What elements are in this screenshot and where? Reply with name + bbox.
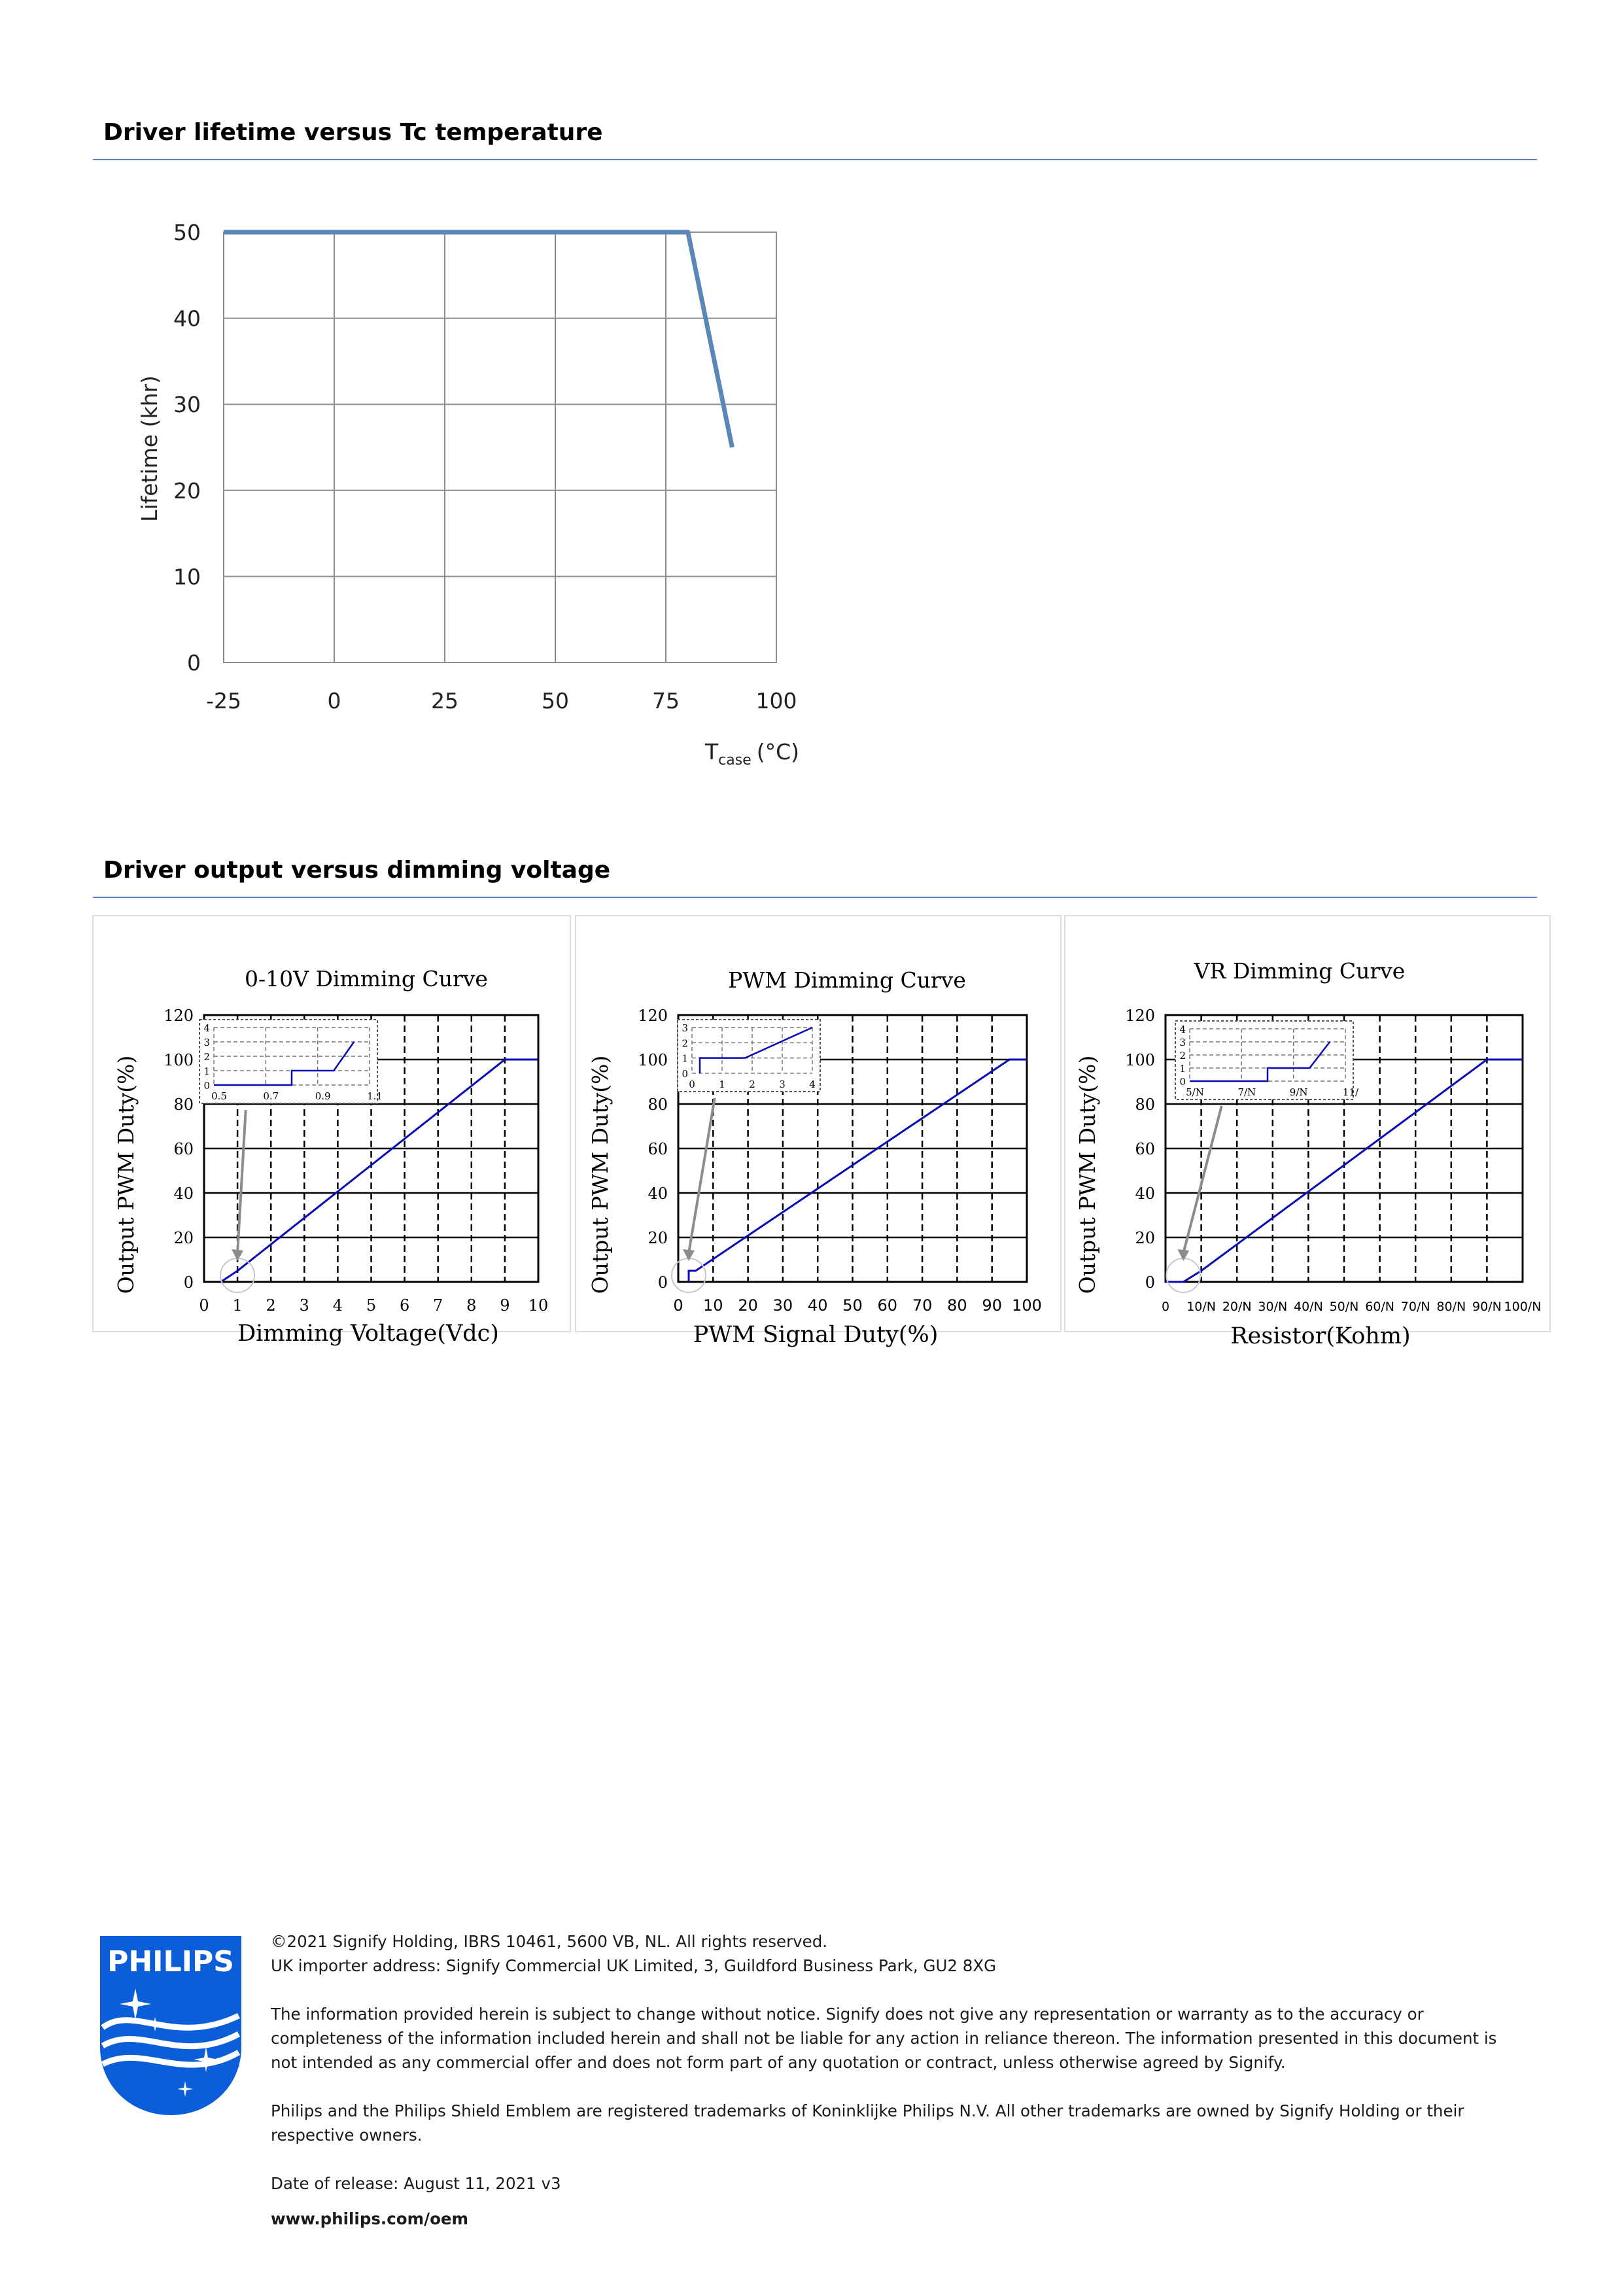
x-tick-label: 20 — [738, 1296, 758, 1315]
x-tick-label: 30 — [772, 1296, 793, 1315]
inset-y-tick-label: 2 — [682, 1037, 688, 1050]
y-tick-label: 80 — [1135, 1096, 1155, 1114]
x-tick-label: 70 — [912, 1296, 933, 1315]
inset-y-tick-label: 0 — [682, 1068, 688, 1080]
x-tick-label: 3 — [299, 1296, 309, 1315]
inset-y-tick-label: 3 — [203, 1037, 210, 1048]
x-tick-label: 70/N — [1400, 1300, 1430, 1314]
x-tick-label: 75 — [652, 688, 680, 714]
footer-disclaimer-text: The information provided herein is subject to change without notice. Signify does not give any representation or warranty as to the accuracy or completeness of the information included herein and shall not be liable for any action in reliance thereon. The information presented in this document is not intended as any commercial offer and does not form part of any quotation or contract, unless otherwise agreed by Signify. — [271, 2005, 1497, 2072]
y-tick-label: 20 — [648, 1229, 668, 1247]
y-tick-label: 40 — [173, 305, 201, 332]
lifetime-series-line — [224, 232, 732, 447]
footer-importer: UK importer address: Signify Commercial UK Limited, 3, Guildford Business Park, GU2 8XG — [271, 1956, 997, 1975]
inset-y-tick-label: 2 — [1179, 1050, 1186, 1061]
inset-y-tick-label: 1 — [1179, 1063, 1186, 1075]
inset-y-tick-label: 3 — [1179, 1037, 1186, 1048]
inset-x-tick-label: 0.7 — [263, 1090, 279, 1102]
dimming-chart — [576, 916, 1061, 1348]
y-tick-label: 40 — [648, 1184, 668, 1203]
inset-x-tick-label: 2 — [749, 1078, 755, 1090]
inset-x-tick-label: 0.5 — [211, 1090, 227, 1102]
plot-area — [224, 232, 776, 663]
inset-zoom — [1175, 1021, 1359, 1099]
y-axis-label: Output PWM Duty(%) — [587, 1055, 613, 1294]
x-tick-label: 0 — [327, 688, 341, 714]
x-tick-label: 100/N — [1504, 1300, 1542, 1314]
inset-x-tick-label: 3 — [779, 1078, 786, 1090]
x-tick-label: 90 — [982, 1296, 1002, 1315]
chart-title: PWM Dimming Curve — [728, 967, 966, 993]
inset-x-tick-label: 0.9 — [315, 1090, 331, 1102]
y-axis-label: Lifetime (khr) — [137, 375, 162, 522]
x-tick-label: 50/N — [1329, 1300, 1359, 1314]
x-tick-label: 0 — [199, 1296, 209, 1315]
y-tick-label: 30 — [173, 392, 201, 418]
inset-zoom — [678, 1020, 820, 1092]
footer-release — [271, 2171, 1513, 2196]
y-axis-label: Output PWM Duty(%) — [1075, 1055, 1100, 1294]
inset-y-tick-label: 0 — [203, 1080, 210, 1092]
x-tick-label: -25 — [206, 688, 241, 714]
x-tick-label: 40/N — [1294, 1300, 1323, 1314]
y-tick-label: 120 — [164, 1007, 194, 1025]
x-tick-label: 0 — [1161, 1300, 1170, 1314]
inset-y-tick-label: 2 — [203, 1051, 210, 1063]
x-tick-label: 80 — [947, 1296, 967, 1315]
section-title-dimming: Driver output versus dimming voltage — [103, 857, 611, 884]
inset-x-tick-label: 7/N — [1237, 1086, 1256, 1098]
dimming-charts — [0, 916, 1624, 1373]
inset-y-tick-label: 1 — [682, 1052, 688, 1065]
y-tick-label: 60 — [1135, 1140, 1155, 1158]
x-tick-label: 40 — [807, 1296, 828, 1315]
y-tick-label: 20 — [173, 1229, 194, 1247]
x-tick-label: 100 — [755, 688, 797, 714]
y-tick-label: 20 — [173, 477, 201, 504]
y-tick-label: 0 — [657, 1273, 668, 1292]
y-tick-label: 0 — [187, 650, 201, 676]
x-tick-label: 50 — [542, 688, 569, 714]
inset-y-tick-label: 1 — [203, 1065, 210, 1077]
inset-x-tick-label: 9/N — [1289, 1086, 1308, 1098]
y-tick-label: 50 — [173, 220, 201, 245]
inset-x-tick-label: 5/N — [1186, 1086, 1204, 1098]
x-tick-label: 20/N — [1222, 1300, 1252, 1314]
x-axis-label — [704, 739, 799, 768]
y-tick-label: 0 — [1145, 1273, 1155, 1292]
inset-zoom — [199, 1020, 383, 1103]
section-divider — [93, 897, 1537, 898]
x-tick-label: 60/N — [1365, 1300, 1394, 1314]
x-tick-label: 90/N — [1472, 1300, 1502, 1314]
dimming-chart — [1065, 916, 1550, 1349]
y-tick-label: 60 — [648, 1140, 668, 1158]
footer-trademarks — [271, 2099, 1513, 2147]
x-tick-label: 9 — [500, 1296, 510, 1315]
x-tick-label: 25 — [431, 688, 458, 714]
section-title-lifetime: Driver lifetime versus Tc temperature — [103, 119, 603, 146]
footer-website-link[interactable]: www.philips.com/oem — [271, 2209, 469, 2228]
footer-release-text: Date of release: August 11, 2021 v3 — [271, 2174, 561, 2193]
x-tick-label: 50 — [842, 1296, 863, 1315]
lifetime-chart — [0, 0, 916, 768]
inset-x-tick-label: 4 — [809, 1078, 816, 1090]
x-axis-label: PWM Signal Duty(%) — [693, 1322, 939, 1348]
inset-x-tick-label: 11/ — [1342, 1086, 1359, 1098]
x-tick-label: 1 — [232, 1296, 243, 1315]
inset-y-tick-label: 4 — [203, 1022, 210, 1034]
footer-website[interactable] — [271, 2207, 1513, 2231]
x-tick-label: 0 — [673, 1296, 683, 1315]
x-tick-label: 10 — [703, 1296, 723, 1315]
y-tick-label: 40 — [1135, 1184, 1155, 1203]
x-tick-label: 80/N — [1436, 1300, 1466, 1314]
svg-text:PHILIPS: PHILIPS — [107, 1945, 234, 1978]
inset-x-tick-label: 0 — [689, 1078, 695, 1090]
x-tick-label: 10 — [528, 1296, 549, 1315]
x-tick-label: 100 — [1012, 1296, 1042, 1315]
x-tick-label: 7 — [433, 1296, 443, 1315]
y-tick-label: 100 — [638, 1051, 668, 1069]
x-axis-label-unit: (°C) — [756, 739, 800, 765]
inset-x-tick-label: 1 — [719, 1078, 725, 1090]
x-axis-label-sub: case — [718, 752, 752, 768]
philips-shield-logo — [95, 1931, 247, 2120]
x-axis-label-main: T — [705, 739, 719, 765]
x-axis-label: Dimming Voltage(Vdc) — [237, 1320, 499, 1347]
y-tick-label: 120 — [638, 1007, 668, 1025]
x-tick-label: 30/N — [1258, 1300, 1288, 1314]
x-axis-label: Resistor(Kohm) — [1230, 1323, 1411, 1349]
footer-trademarks-text: Philips and the Philips Shield Emblem are registered trademarks of Koninklijke Philips N.V. All other trademarks are owned by Signify Holding or their respective owners. — [271, 2101, 1464, 2145]
y-tick-label: 80 — [173, 1096, 194, 1114]
y-tick-label: 10 — [173, 564, 201, 590]
y-tick-label: 80 — [648, 1096, 668, 1114]
y-tick-label: 0 — [183, 1273, 194, 1292]
footer-disclaimer — [271, 2002, 1513, 2075]
y-axis-label: Output PWM Duty(%) — [113, 1055, 139, 1294]
inset-y-tick-label: 0 — [1179, 1076, 1186, 1088]
chart-title: VR Dimming Curve — [1194, 958, 1406, 984]
y-tick-label: 120 — [1125, 1007, 1155, 1025]
inset-x-tick-label: 1.1 — [367, 1090, 383, 1102]
y-tick-label: 100 — [164, 1051, 194, 1069]
inset-y-tick-label: 4 — [1179, 1024, 1186, 1035]
x-tick-label: 6 — [399, 1296, 410, 1315]
y-tick-label: 40 — [173, 1184, 194, 1203]
footer-copyright: ©2021 Signify Holding, IBRS 10461, 5600 VB, NL. All rights reserved. — [271, 1932, 828, 1951]
footer-legal — [271, 1929, 1513, 1978]
inset-y-tick-label: 3 — [682, 1022, 688, 1034]
x-tick-label: 8 — [466, 1296, 477, 1315]
x-tick-label: 5 — [366, 1296, 377, 1315]
x-tick-label: 10/N — [1186, 1300, 1216, 1314]
chart-title: 0-10V Dimming Curve — [245, 966, 488, 992]
x-tick-label: 60 — [877, 1296, 898, 1315]
x-tick-label: 4 — [332, 1296, 343, 1315]
x-tick-label: 2 — [266, 1296, 276, 1315]
y-tick-label: 100 — [1125, 1051, 1155, 1069]
dimming-chart — [93, 916, 570, 1347]
y-tick-label: 20 — [1135, 1229, 1155, 1247]
y-tick-label: 60 — [173, 1140, 194, 1158]
